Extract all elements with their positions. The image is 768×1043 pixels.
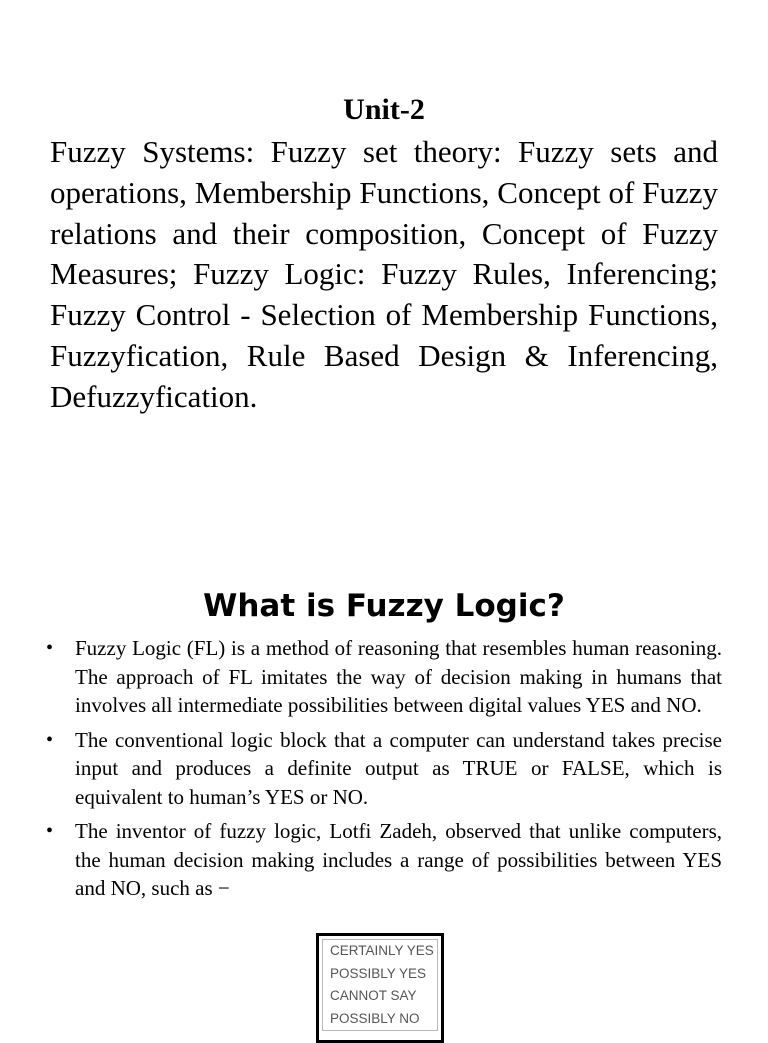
bullet-marker: • bbox=[46, 637, 54, 659]
bullet-text: The inventor of fuzzy logic, Lotfi Zadeh, observed that unlike computers, the human decision making includes a range of possibilities between YES and NO, such as − bbox=[75, 819, 722, 900]
section-heading: What is Fuzzy Logic? bbox=[203, 588, 565, 624]
bullet-text: The conventional logic block that a computer can understand takes precise input and produces a definite output as TRUE or FALSE, which is equivalent to human’s YES or NO. bbox=[75, 727, 722, 809]
bullet-marker: • bbox=[46, 820, 54, 842]
bullet-item bbox=[46, 726, 722, 812]
bullet-text: Fuzzy Logic (FL) is a method of reasoning that resembles human reasoning. The approach of FL imitates the way of decision making in humans that involves all intermediate possibilities between digital values YES and NO. bbox=[75, 636, 722, 717]
bullet-list bbox=[46, 634, 722, 909]
bullet-marker: • bbox=[46, 728, 54, 751]
possibility-item: CANNOT SAY bbox=[330, 988, 417, 1003]
bullet-item bbox=[46, 634, 722, 720]
possibilities-figure bbox=[316, 933, 444, 1043]
bullet-item bbox=[46, 817, 722, 903]
possibilities-list bbox=[322, 939, 438, 1031]
possibility-item: POSSIBLY NO bbox=[330, 1010, 420, 1026]
unit-title: Unit-2 bbox=[343, 93, 425, 126]
possibility-item: CERTAINLY YES bbox=[330, 943, 434, 958]
possibility-item: POSSIBLY YES bbox=[330, 965, 427, 981]
unit-syllabus-paragraph: Fuzzy Systems: Fuzzy set theory: Fuzzy sets and operations, Membership Functions, Concept of Fuzzy relations and their composition, Concept of Fuzzy Measures; Fuzzy Logic: Fuzzy Rules, Inferencing; Fuzzy Control - Selection of Membership Functions, Fuzzyfication, Rule Based Design & Inferencing, Defuzzyfication. bbox=[50, 134, 718, 414]
